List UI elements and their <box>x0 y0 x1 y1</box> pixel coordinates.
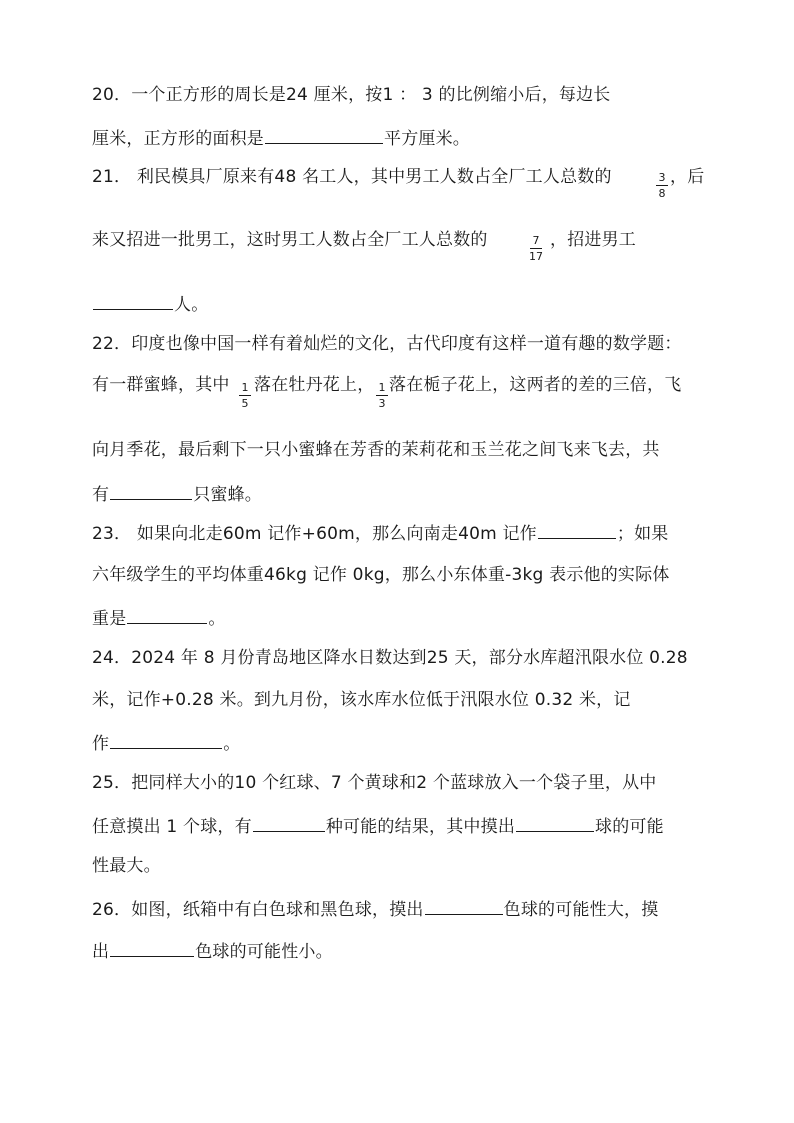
q21-line1 <box>92 166 612 188</box>
q21-frac2-numerator: 7 <box>532 234 540 247</box>
q21-line2-end: ，招进男工 <box>550 230 636 250</box>
q25-line2 <box>92 814 664 838</box>
q26-text-b: 色球的可能性大，摸 <box>503 900 659 920</box>
q22-frac1-numerator: 1 <box>241 381 249 394</box>
q21-workers-blank[interactable] <box>93 292 173 310</box>
q22-line1: 22．印度也像中国一样有着灿烂的文化，古代印度有这样一道有趣的数学题： <box>92 334 682 354</box>
q21-line2 <box>92 229 488 251</box>
q21-frac2-denominator: 17 <box>529 250 543 263</box>
q20-line1: 20．一个正方形的周长是24 厘米，按1 ： 3 的比例缩小后，每边长 <box>92 85 611 105</box>
q25-text-c: 球的可能 <box>595 817 664 837</box>
q20-line2 <box>92 126 470 150</box>
q25-line3: 性最大。 <box>92 856 161 876</box>
q23-line3 <box>92 606 226 630</box>
q22-fraction-1 <box>238 382 252 409</box>
q25-text-a: 任意摸出 1 个球，有 <box>92 817 252 837</box>
q23-text-d: 。 <box>208 609 226 629</box>
q25-color-blank[interactable] <box>516 814 594 832</box>
q22-text-d: 有 <box>92 485 110 505</box>
q22-line2a: 有一群蜜蜂，其中 <box>92 375 230 395</box>
q23-weight-blank[interactable] <box>127 606 207 624</box>
q25-line1: 25．把同样大小的10 个红球、7 个黄球和2 个蓝球放入一个袋子里，从中 <box>92 773 657 793</box>
q23-text-a: 23． 如果向北走60m 记作+60m，那么向南走40m 记作 <box>92 524 537 544</box>
q26-text-d: 色球的可能性小。 <box>195 942 333 962</box>
q26-unlikely-blank[interactable] <box>110 939 194 957</box>
q21-text-e: 人。 <box>174 295 209 315</box>
q20-text-a: 厘米，正方形的面积是 <box>92 129 264 149</box>
fraction-bar <box>530 248 542 249</box>
q20-area-blank[interactable] <box>265 126 383 144</box>
fraction-bar <box>656 185 668 186</box>
q25-outcomes-blank[interactable] <box>253 814 325 832</box>
q23-south-blank[interactable] <box>538 521 616 539</box>
q24-line2: 米，记作+0.28 米。到九月份，该水库水位低于汛限水位 0.32 米，记 <box>92 690 631 710</box>
q21-text-c: 来又招进一批男工，这时男工人数占全厂工人总数的 <box>92 230 488 250</box>
fraction-bar <box>239 395 251 396</box>
q22-line2c: 落在栀子花上，这两者的差的三倍，飞 <box>389 375 682 395</box>
q20-text-b: 平方厘米。 <box>384 129 470 149</box>
q23-line1 <box>92 521 668 545</box>
q21-text-a: 21． 利民模具厂原来有48 名工人，其中男工人数占全厂工人总数的 <box>92 167 612 187</box>
fraction-bar <box>376 395 388 396</box>
q22-line4 <box>92 482 262 506</box>
q21-fraction-1 <box>655 172 669 199</box>
q26-line2 <box>92 939 333 963</box>
q23-text-b: ；如果 <box>616 524 669 544</box>
q24-line3 <box>92 731 240 755</box>
q23-text-c: 重是 <box>92 609 127 629</box>
q21-frac1-numerator: 3 <box>658 171 666 184</box>
q22-frac1-denominator: 5 <box>241 397 249 410</box>
q25-text-b: 种可能的结果，其中摸出 <box>325 817 516 837</box>
q26-likely-blank[interactable] <box>425 897 503 915</box>
q21-fraction-2 <box>529 235 543 262</box>
q24-line1: 24．2024 年 8 月份青岛地区降水日数达到25 天，部分水库超汛限水位 0.28 <box>92 648 688 668</box>
q24-text-b: 。 <box>223 734 241 754</box>
q22-text-e: 只蜜蜂。 <box>193 485 263 505</box>
q21-frac1-denominator: 8 <box>658 187 666 200</box>
q24-text-a: 作 <box>92 734 110 754</box>
q21-line3 <box>92 292 208 316</box>
q23-line2: 六年级学生的平均体重46kg 记作 0kg，那么小东体重-3kg 表示他的实际体 <box>92 565 670 585</box>
q21-line1-end: ，后 <box>670 167 705 187</box>
q22-line2b: 落在牡丹花上， <box>254 375 375 395</box>
q26-text-c: 出 <box>92 942 110 962</box>
q22-frac2-numerator: 1 <box>378 381 386 394</box>
q26-text-a: 26．如图，纸箱中有白色球和黑色球，摸出 <box>92 900 424 920</box>
q22-line3: 向月季花，最后剩下一只小蜜蜂在芳香的茉莉花和玉兰花之间飞来飞去，共 <box>92 440 660 460</box>
q22-frac2-denominator: 3 <box>378 397 386 410</box>
q26-line1 <box>92 897 658 921</box>
q22-bees-blank[interactable] <box>110 482 192 500</box>
q22-fraction-2 <box>375 382 389 409</box>
q24-level-blank[interactable] <box>110 731 222 749</box>
